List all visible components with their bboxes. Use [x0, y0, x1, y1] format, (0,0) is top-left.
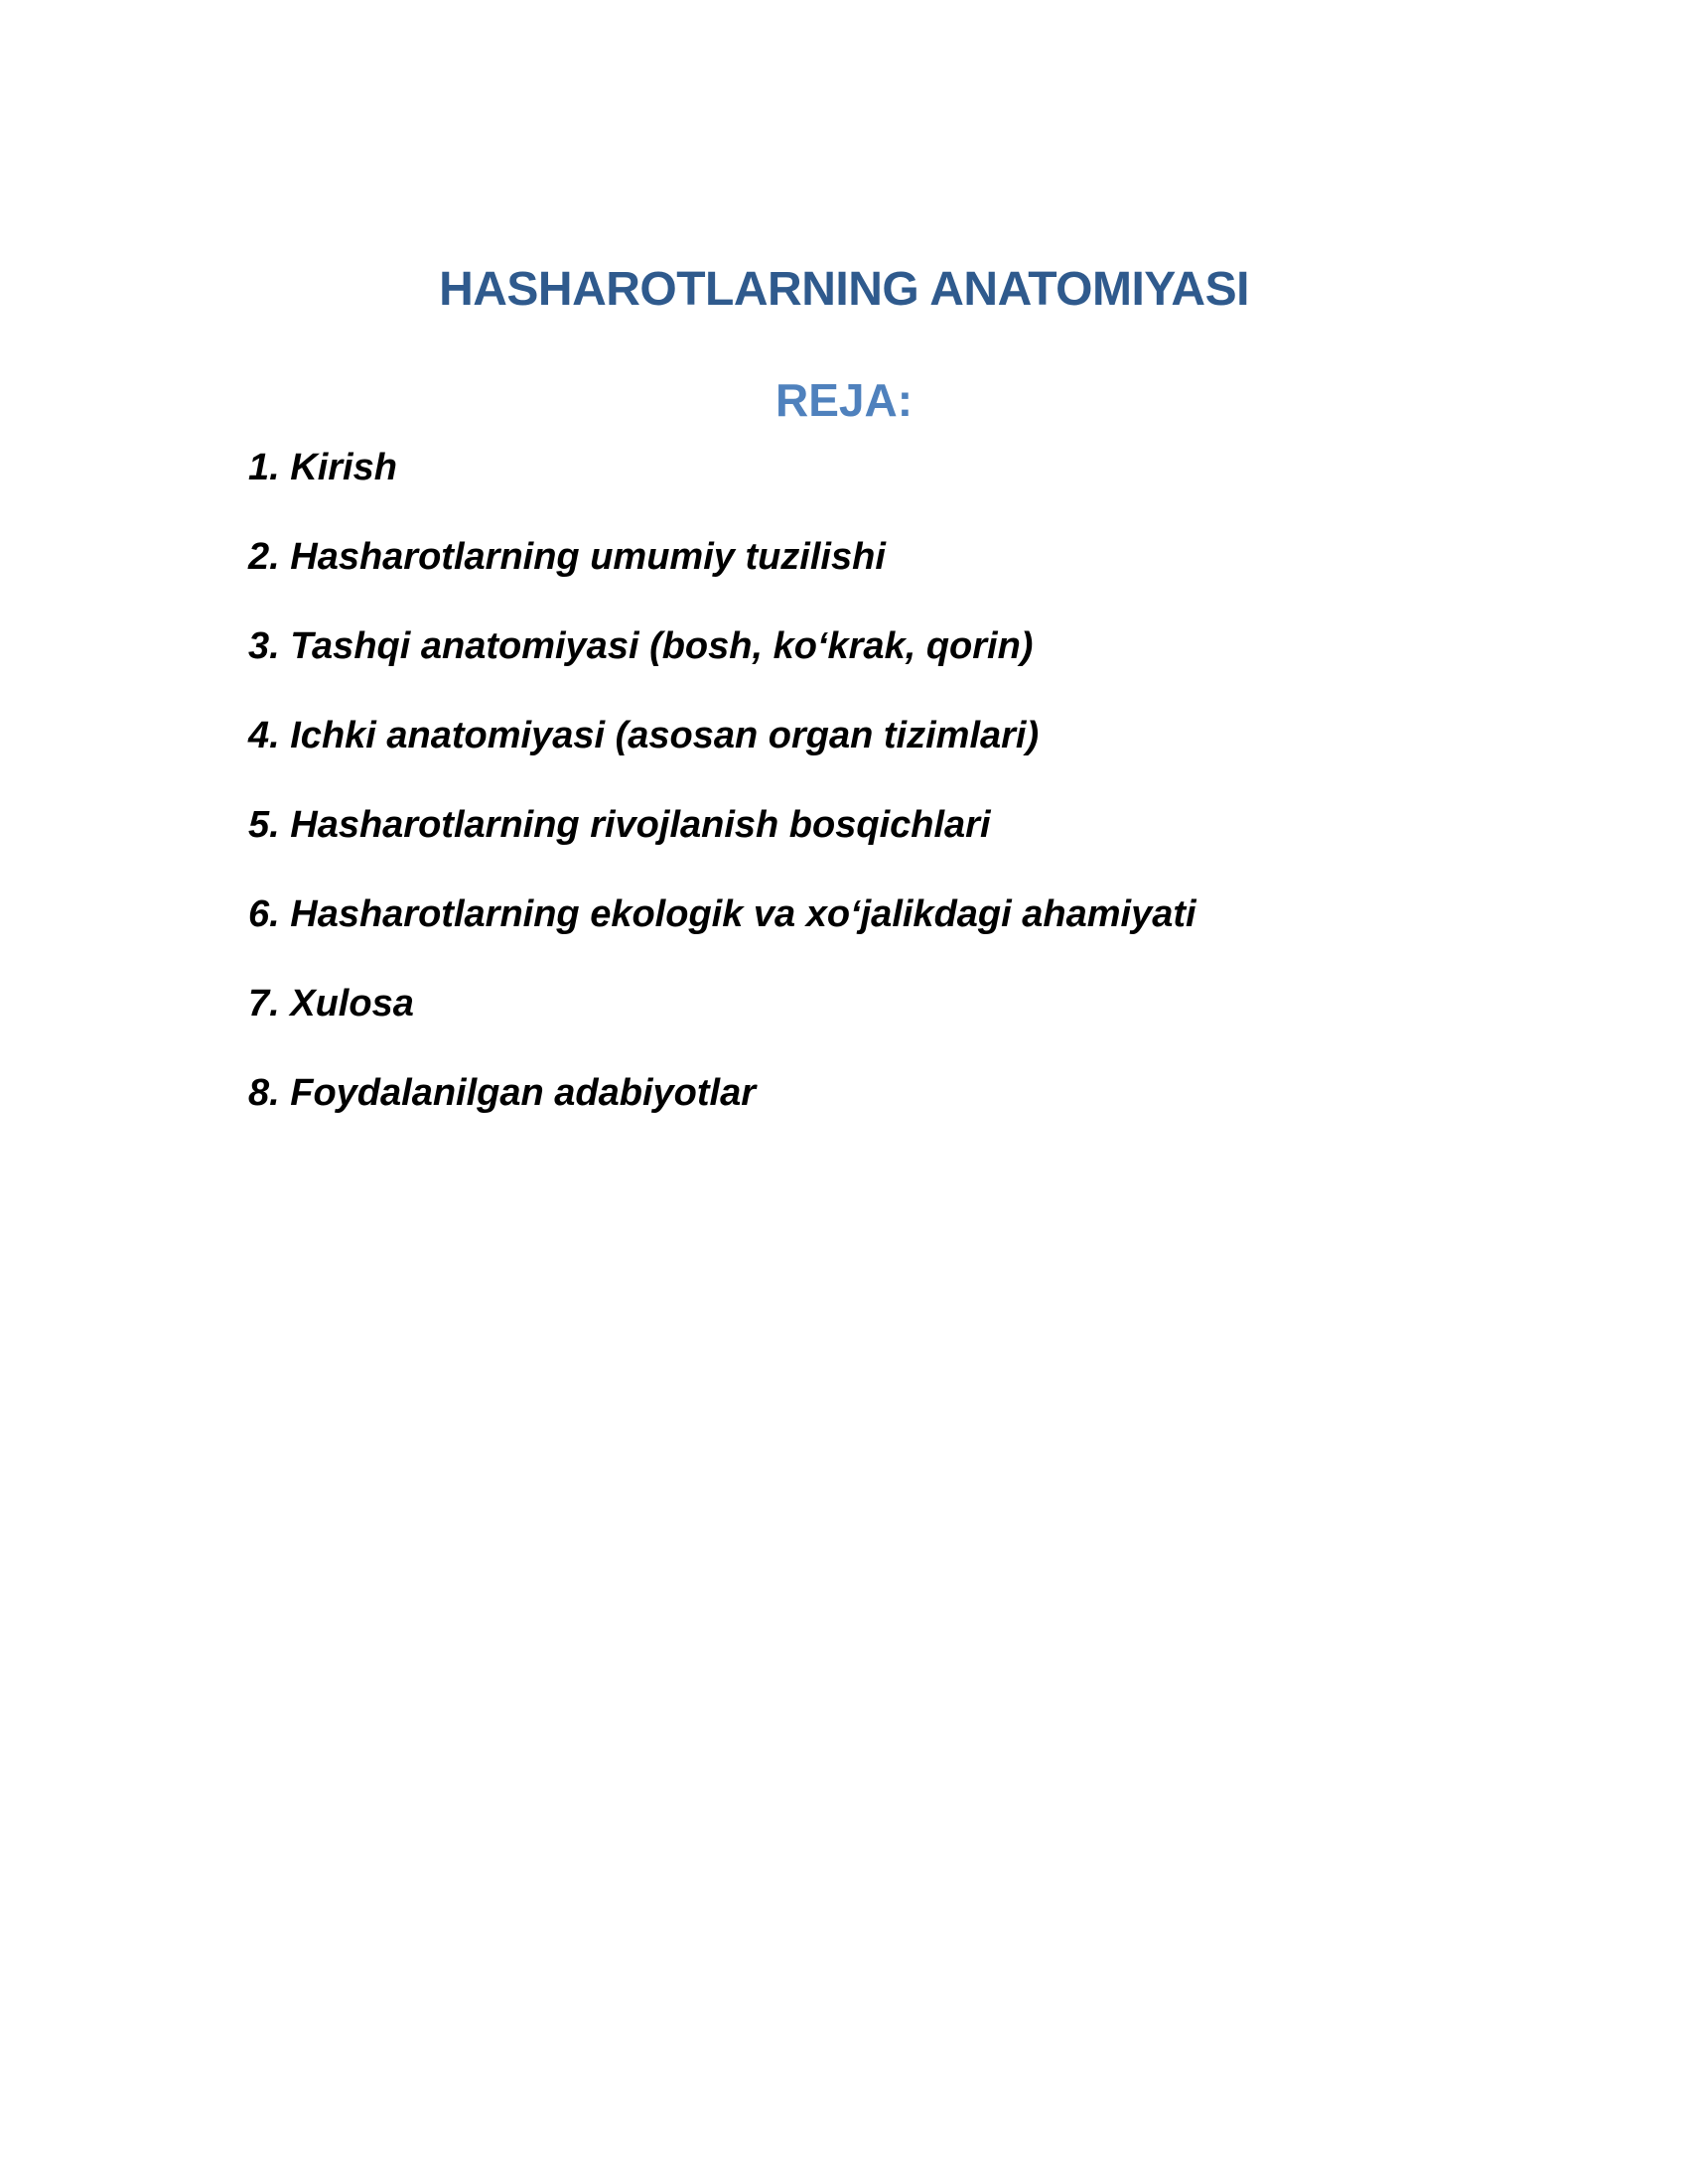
plan-item-7: 7. Xulosa: [248, 983, 414, 1024]
document-title: HASHAROTLARNING ANATOMIYASI: [439, 263, 1249, 316]
plan-heading: REJA:: [774, 374, 914, 426]
plan-item-4: 4. Ichki anatomiyasi (asosan organ tizimlari): [248, 715, 1040, 756]
plan-item-2: 2. Hasharotlarning umumiy tuzilishi: [248, 536, 886, 578]
plan-item-6: 6. Hasharotlarning ekologik va xo‘jalikdagi ahamiyati: [248, 893, 1196, 935]
plan-list: [248, 449, 1196, 1163]
plan-item-3: 3. Tashqi anatomiyasi (bosh, ko‘krak, qorin): [248, 625, 1034, 667]
plan-item-5: 5. Hasharotlarning rivojlanish bosqichlari: [248, 804, 991, 846]
plan-item-8: 8. Foydalanilgan adabiyotlar: [248, 1072, 757, 1114]
plan-item-1: 1. Kirish: [248, 447, 397, 488]
